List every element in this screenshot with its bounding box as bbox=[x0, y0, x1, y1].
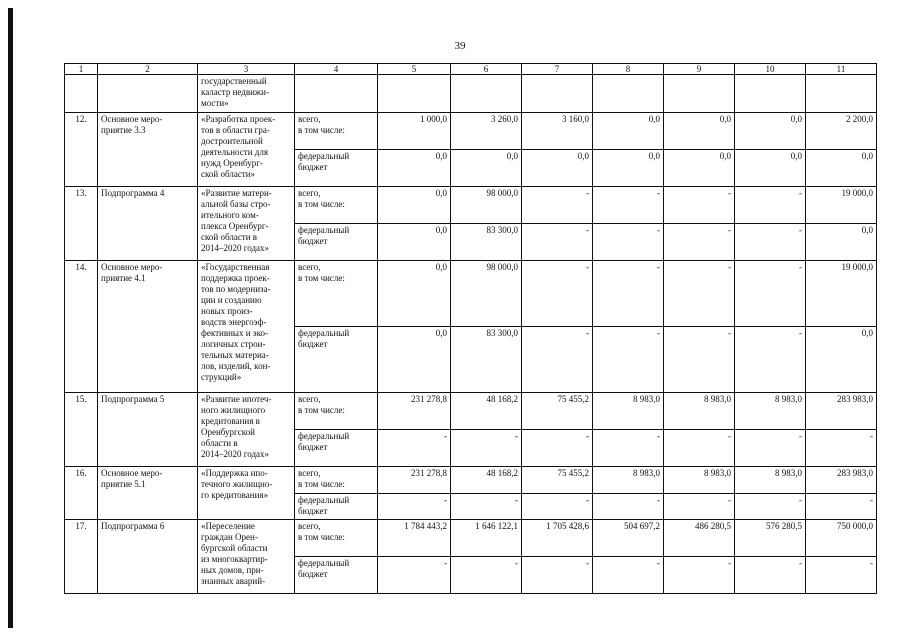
amount-cell: 231 278,8 bbox=[378, 393, 451, 430]
amount-cell: 750 000,0 bbox=[806, 520, 877, 557]
amount-cell: 0,0 bbox=[522, 150, 593, 187]
amount-cell: - bbox=[451, 557, 522, 594]
amount-cell: - bbox=[735, 326, 806, 392]
amount-cell: 3 260,0 bbox=[451, 113, 522, 150]
amount-cell: 576 280,5 bbox=[735, 520, 806, 557]
amount-cell: 83 300,0 bbox=[451, 326, 522, 392]
amount-cell: 3 160,0 bbox=[522, 113, 593, 150]
amount-cell: 83 300,0 bbox=[451, 223, 522, 260]
funding-source-federal: федеральный бюджет bbox=[295, 223, 378, 260]
amount-cell: 75 455,2 bbox=[522, 466, 593, 493]
continued-description: государственный каластр недвижи- мости» bbox=[198, 75, 295, 113]
amount-cell: 8 983,0 bbox=[664, 393, 735, 430]
amount-cell: - bbox=[451, 429, 522, 466]
continued-row bbox=[65, 75, 877, 113]
amount-cell: 8 983,0 bbox=[735, 466, 806, 493]
funding-source-total: всего, в том числе: bbox=[295, 113, 378, 150]
funding-source-federal: федеральный бюджет bbox=[295, 493, 378, 520]
funding-source-total: всего, в том числе: bbox=[295, 466, 378, 493]
column-header: 11 bbox=[806, 64, 877, 75]
amount-cell: 8 983,0 bbox=[593, 393, 664, 430]
funding-source-total: всего, в том числе: bbox=[295, 520, 378, 557]
column-header: 10 bbox=[735, 64, 806, 75]
amount-cell: 1 646 122,1 bbox=[451, 520, 522, 557]
amount-cell: - bbox=[664, 493, 735, 520]
amount-cell: 0,0 bbox=[593, 150, 664, 187]
amount-cell: 1 705 428,6 bbox=[522, 520, 593, 557]
amount-cell: - bbox=[522, 557, 593, 594]
budget-table bbox=[64, 63, 877, 594]
column-header: 3 bbox=[198, 64, 295, 75]
program-description: «Поддержка ипо- течного жилищно- го кредитования» bbox=[198, 466, 295, 519]
program-name: Основное меро- приятие 5.1 bbox=[98, 466, 198, 519]
amount-cell: 98 000,0 bbox=[451, 260, 522, 326]
program-name: Основное меро- приятие 3.3 bbox=[98, 113, 198, 187]
funding-source-total: всего, в том числе: bbox=[295, 260, 378, 326]
row-number: 14. bbox=[65, 260, 98, 392]
amount-cell: 0,0 bbox=[735, 150, 806, 187]
amount-cell: 48 168,2 bbox=[451, 393, 522, 430]
amount-cell: - bbox=[593, 429, 664, 466]
row-number: 13. bbox=[65, 187, 98, 261]
amount-cell: - bbox=[664, 429, 735, 466]
amount-cell: 2 200,0 bbox=[806, 113, 877, 150]
funding-source-total: всего, в том числе: bbox=[295, 393, 378, 430]
amount-cell: - bbox=[378, 429, 451, 466]
amount-cell: 486 280,5 bbox=[664, 520, 735, 557]
column-header: 4 bbox=[295, 64, 378, 75]
funding-source-total: всего, в том числе: bbox=[295, 187, 378, 224]
amount-cell: 8 983,0 bbox=[664, 466, 735, 493]
amount-cell: 0,0 bbox=[806, 150, 877, 187]
amount-cell: 0,0 bbox=[806, 326, 877, 392]
program-description: «Переселение граждан Орен- бургской области из многоквартир- ных домов, при- знанных аварий- bbox=[198, 520, 295, 594]
amount-cell: - bbox=[378, 557, 451, 594]
amount-cell: 0,0 bbox=[378, 223, 451, 260]
amount-cell: - bbox=[593, 223, 664, 260]
program-name: Подпрограмма 4 bbox=[98, 187, 198, 261]
amount-cell: 75 455,2 bbox=[522, 393, 593, 430]
amount-cell: - bbox=[593, 557, 664, 594]
amount-cell: 0,0 bbox=[378, 150, 451, 187]
table-row bbox=[65, 187, 877, 224]
column-header: 2 bbox=[98, 64, 198, 75]
column-header: 8 bbox=[593, 64, 664, 75]
row-number: 16. bbox=[65, 466, 98, 519]
amount-cell: - bbox=[378, 493, 451, 520]
amount-cell: - bbox=[735, 223, 806, 260]
funding-source-federal: федеральный бюджет bbox=[295, 429, 378, 466]
amount-cell: - bbox=[735, 557, 806, 594]
funding-source-federal: федеральный бюджет bbox=[295, 326, 378, 392]
amount-cell: - bbox=[522, 223, 593, 260]
column-header: 5 bbox=[378, 64, 451, 75]
amount-cell: 48 168,2 bbox=[451, 466, 522, 493]
amount-cell: - bbox=[451, 493, 522, 520]
funding-source-federal: федеральный бюджет bbox=[295, 557, 378, 594]
column-header: 6 bbox=[451, 64, 522, 75]
amount-cell: - bbox=[593, 260, 664, 326]
table-row bbox=[65, 466, 877, 493]
amount-cell: 283 983,0 bbox=[806, 393, 877, 430]
program-description: «Государственная поддержка проек- тов по модерниза- ции и созданию новых произ- водств энергоэф- фективных и эко- логичных строи- тельных материа- лов, изделий, кон- струкций» bbox=[198, 260, 295, 392]
amount-cell: - bbox=[522, 429, 593, 466]
amount-cell: 8 983,0 bbox=[593, 466, 664, 493]
row-number: 12. bbox=[65, 113, 98, 187]
funding-source-federal: федеральный бюджет bbox=[295, 150, 378, 187]
amount-cell: 0,0 bbox=[378, 260, 451, 326]
amount-cell: - bbox=[593, 493, 664, 520]
amount-cell: - bbox=[664, 260, 735, 326]
amount-cell: 0,0 bbox=[735, 113, 806, 150]
header-row bbox=[65, 64, 877, 75]
amount-cell: - bbox=[664, 326, 735, 392]
amount-cell: 8 983,0 bbox=[735, 393, 806, 430]
amount-cell: - bbox=[664, 557, 735, 594]
program-name: Подпрограмма 5 bbox=[98, 393, 198, 467]
amount-cell: - bbox=[522, 326, 593, 392]
column-header: 9 bbox=[664, 64, 735, 75]
amount-cell: 0,0 bbox=[378, 187, 451, 224]
amount-cell: 19 000,0 bbox=[806, 187, 877, 224]
amount-cell: 98 000,0 bbox=[451, 187, 522, 224]
column-header: 1 bbox=[65, 64, 98, 75]
page-number: 39 bbox=[454, 40, 466, 52]
row-number: 15. bbox=[65, 393, 98, 467]
amount-cell: - bbox=[522, 493, 593, 520]
table-row bbox=[65, 113, 877, 150]
program-name: Подпрограмма 6 bbox=[98, 520, 198, 594]
amount-cell: - bbox=[806, 557, 877, 594]
amount-cell: 0,0 bbox=[593, 113, 664, 150]
amount-cell: - bbox=[735, 187, 806, 224]
row-number: 17. bbox=[65, 520, 98, 594]
amount-cell: 0,0 bbox=[378, 326, 451, 392]
amount-cell: - bbox=[735, 260, 806, 326]
amount-cell: 283 983,0 bbox=[806, 466, 877, 493]
amount-cell: - bbox=[664, 187, 735, 224]
amount-cell: 0,0 bbox=[664, 113, 735, 150]
amount-cell: 1 000,0 bbox=[378, 113, 451, 150]
amount-cell: - bbox=[522, 260, 593, 326]
amount-cell: 0,0 bbox=[664, 150, 735, 187]
program-name: Основное меро- приятие 4.1 bbox=[98, 260, 198, 392]
amount-cell: - bbox=[522, 187, 593, 224]
amount-cell: 1 784 443,2 bbox=[378, 520, 451, 557]
amount-cell: 19 000,0 bbox=[806, 260, 877, 326]
amount-cell: 0,0 bbox=[451, 150, 522, 187]
table-row bbox=[65, 393, 877, 430]
program-description: «Разработка проек- тов в области гра- достроительной деятельности для нужд Оренбург- ской области» bbox=[198, 113, 295, 187]
amount-cell: - bbox=[593, 326, 664, 392]
program-description: «Развитие ипотеч- ного жилищного кредитования в Оренбургской области в 2014–2020 годах» bbox=[198, 393, 295, 467]
amount-cell: - bbox=[593, 187, 664, 224]
amount-cell: - bbox=[664, 223, 735, 260]
amount-cell: 504 697,2 bbox=[593, 520, 664, 557]
table-row bbox=[65, 520, 877, 557]
amount-cell: - bbox=[735, 429, 806, 466]
column-header: 7 bbox=[522, 64, 593, 75]
amount-cell: - bbox=[735, 493, 806, 520]
amount-cell: - bbox=[806, 493, 877, 520]
scan-edge-bar bbox=[8, 8, 13, 628]
program-description: «Развитие матери- альной базы стро- ительного ком- плекса Оренбург- ской области в 2014–2020 годах» bbox=[198, 187, 295, 261]
table-row bbox=[65, 260, 877, 326]
amount-cell: 231 278,8 bbox=[378, 466, 451, 493]
amount-cell: - bbox=[806, 429, 877, 466]
amount-cell: 0,0 bbox=[806, 223, 877, 260]
